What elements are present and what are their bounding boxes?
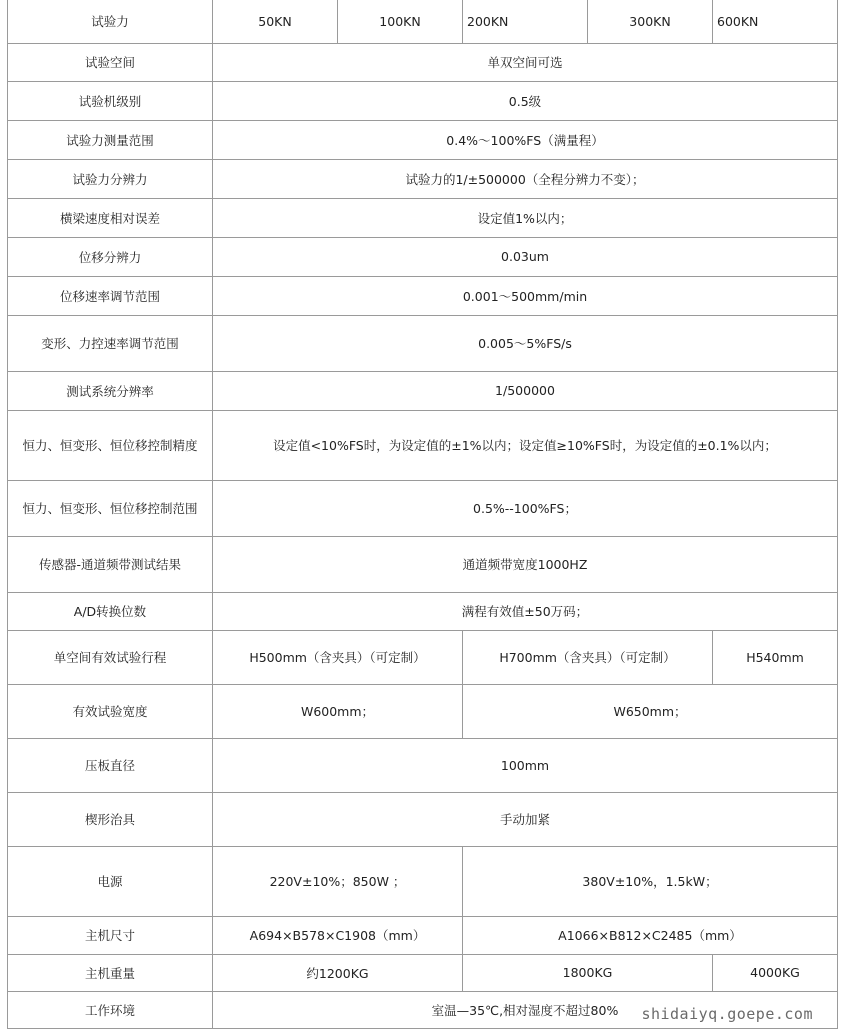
row-value: A694×B578×C1908（mm） bbox=[213, 916, 463, 954]
row-value: 单双空间可选 bbox=[213, 43, 838, 81]
row-value: 0.5级 bbox=[213, 81, 838, 120]
row-label: 主机重量 bbox=[8, 954, 213, 991]
table-row-power bbox=[8, 846, 838, 916]
row-value: 通道频带宽度1000HZ bbox=[213, 536, 838, 592]
row-label: 试验空间 bbox=[8, 43, 213, 81]
row-label: 恒力、恒变形、恒位移控制范围 bbox=[8, 480, 213, 536]
row-label: 主机尺寸 bbox=[8, 916, 213, 954]
row-value: 4000KG bbox=[713, 954, 838, 991]
row-label: 变形、力控速率调节范围 bbox=[8, 315, 213, 371]
table-row-sensor bbox=[8, 536, 838, 592]
table-row-ctrl-range bbox=[8, 480, 838, 536]
row-value: W600mm； bbox=[213, 684, 463, 738]
force-100kn: 100KN bbox=[338, 0, 463, 43]
row-value: 设定值<10%FS时，为设定值的±1%以内；设定值≥10%FS时，为设定值的±0.1%以内； bbox=[213, 410, 838, 480]
table-row-ctrl-rate bbox=[8, 315, 838, 371]
table-row-ad bbox=[8, 592, 838, 630]
force-300kn: 300KN bbox=[588, 0, 713, 43]
spec-table bbox=[7, 0, 838, 1029]
row-label: 试验力测量范围 bbox=[8, 120, 213, 159]
row-value: 试验力的1/±500000（全程分辨力不变）； bbox=[213, 159, 838, 198]
row-value: A1066×B812×C2485（mm） bbox=[463, 916, 838, 954]
row-label: 位移分辨力 bbox=[8, 237, 213, 276]
force-600kn: 600KN bbox=[713, 0, 838, 43]
row-label: 恒力、恒变形、恒位移控制精度 bbox=[8, 410, 213, 480]
row-label: 单空间有效试验行程 bbox=[8, 630, 213, 684]
row-label: 横梁速度相对误差 bbox=[8, 198, 213, 237]
table-row-fixture bbox=[8, 792, 838, 846]
row-value: 1800KG bbox=[463, 954, 713, 991]
table-row-resolution bbox=[8, 159, 838, 198]
row-label: 试验机级别 bbox=[8, 81, 213, 120]
row-value: 1/500000 bbox=[213, 371, 838, 410]
table-row-width bbox=[8, 684, 838, 738]
row-label: 传感器-通道频带测试结果 bbox=[8, 536, 213, 592]
table-row-grade bbox=[8, 81, 838, 120]
row-value: 100mm bbox=[213, 738, 838, 792]
table-row-speed-error bbox=[8, 198, 838, 237]
row-value: 0.03um bbox=[213, 237, 838, 276]
table-row-plate bbox=[8, 738, 838, 792]
row-value: 0.4%～100%FS（满量程） bbox=[213, 120, 838, 159]
table-row-range bbox=[8, 120, 838, 159]
table-row-ctrl-acc bbox=[8, 410, 838, 480]
row-value: 设定值1%以内； bbox=[213, 198, 838, 237]
row-label: 电源 bbox=[8, 846, 213, 916]
row-value: W650mm； bbox=[463, 684, 838, 738]
row-value: 380V±10%，1.5kW； bbox=[463, 846, 838, 916]
table-row-size bbox=[8, 916, 838, 954]
table-row-stroke bbox=[8, 630, 838, 684]
row-value: 约1200KG bbox=[213, 954, 463, 991]
watermark-text: shidaiyq.goepe.com bbox=[641, 1005, 813, 1023]
table-row-sys-res bbox=[8, 371, 838, 410]
row-label: 试验力分辨力 bbox=[8, 159, 213, 198]
row-value: H500mm（含夹具）（可定制） bbox=[213, 630, 463, 684]
row-value: H540mm bbox=[713, 630, 838, 684]
table-row-force bbox=[8, 0, 838, 43]
row-label: 楔形治具 bbox=[8, 792, 213, 846]
row-label: 有效试验宽度 bbox=[8, 684, 213, 738]
row-value: 室温—35℃,相对湿度不超过80% bbox=[213, 991, 838, 1028]
table-row-weight bbox=[8, 954, 838, 991]
force-200kn: 200KN bbox=[463, 0, 588, 43]
row-label: 试验力 bbox=[8, 0, 213, 43]
table-row-space bbox=[8, 43, 838, 81]
table-row-disp-rate bbox=[8, 276, 838, 315]
table-row-disp-res bbox=[8, 237, 838, 276]
force-50kn: 50KN bbox=[213, 0, 338, 43]
row-value: 0.005～5%FS/s bbox=[213, 315, 838, 371]
row-value: 220V±10%；850W ； bbox=[213, 846, 463, 916]
row-value: 满程有效值±50万码； bbox=[213, 592, 838, 630]
row-label: A/D转换位数 bbox=[8, 592, 213, 630]
row-label: 压板直径 bbox=[8, 738, 213, 792]
row-value: 0.001～500mm/min bbox=[213, 276, 838, 315]
row-label: 测试系统分辨率 bbox=[8, 371, 213, 410]
row-value: 0.5%--100%FS； bbox=[213, 480, 838, 536]
row-value: 手动加紧 bbox=[213, 792, 838, 846]
row-value: H700mm（含夹具）（可定制） bbox=[463, 630, 713, 684]
row-label: 位移速率调节范围 bbox=[8, 276, 213, 315]
row-label: 工作环境 bbox=[8, 991, 213, 1028]
